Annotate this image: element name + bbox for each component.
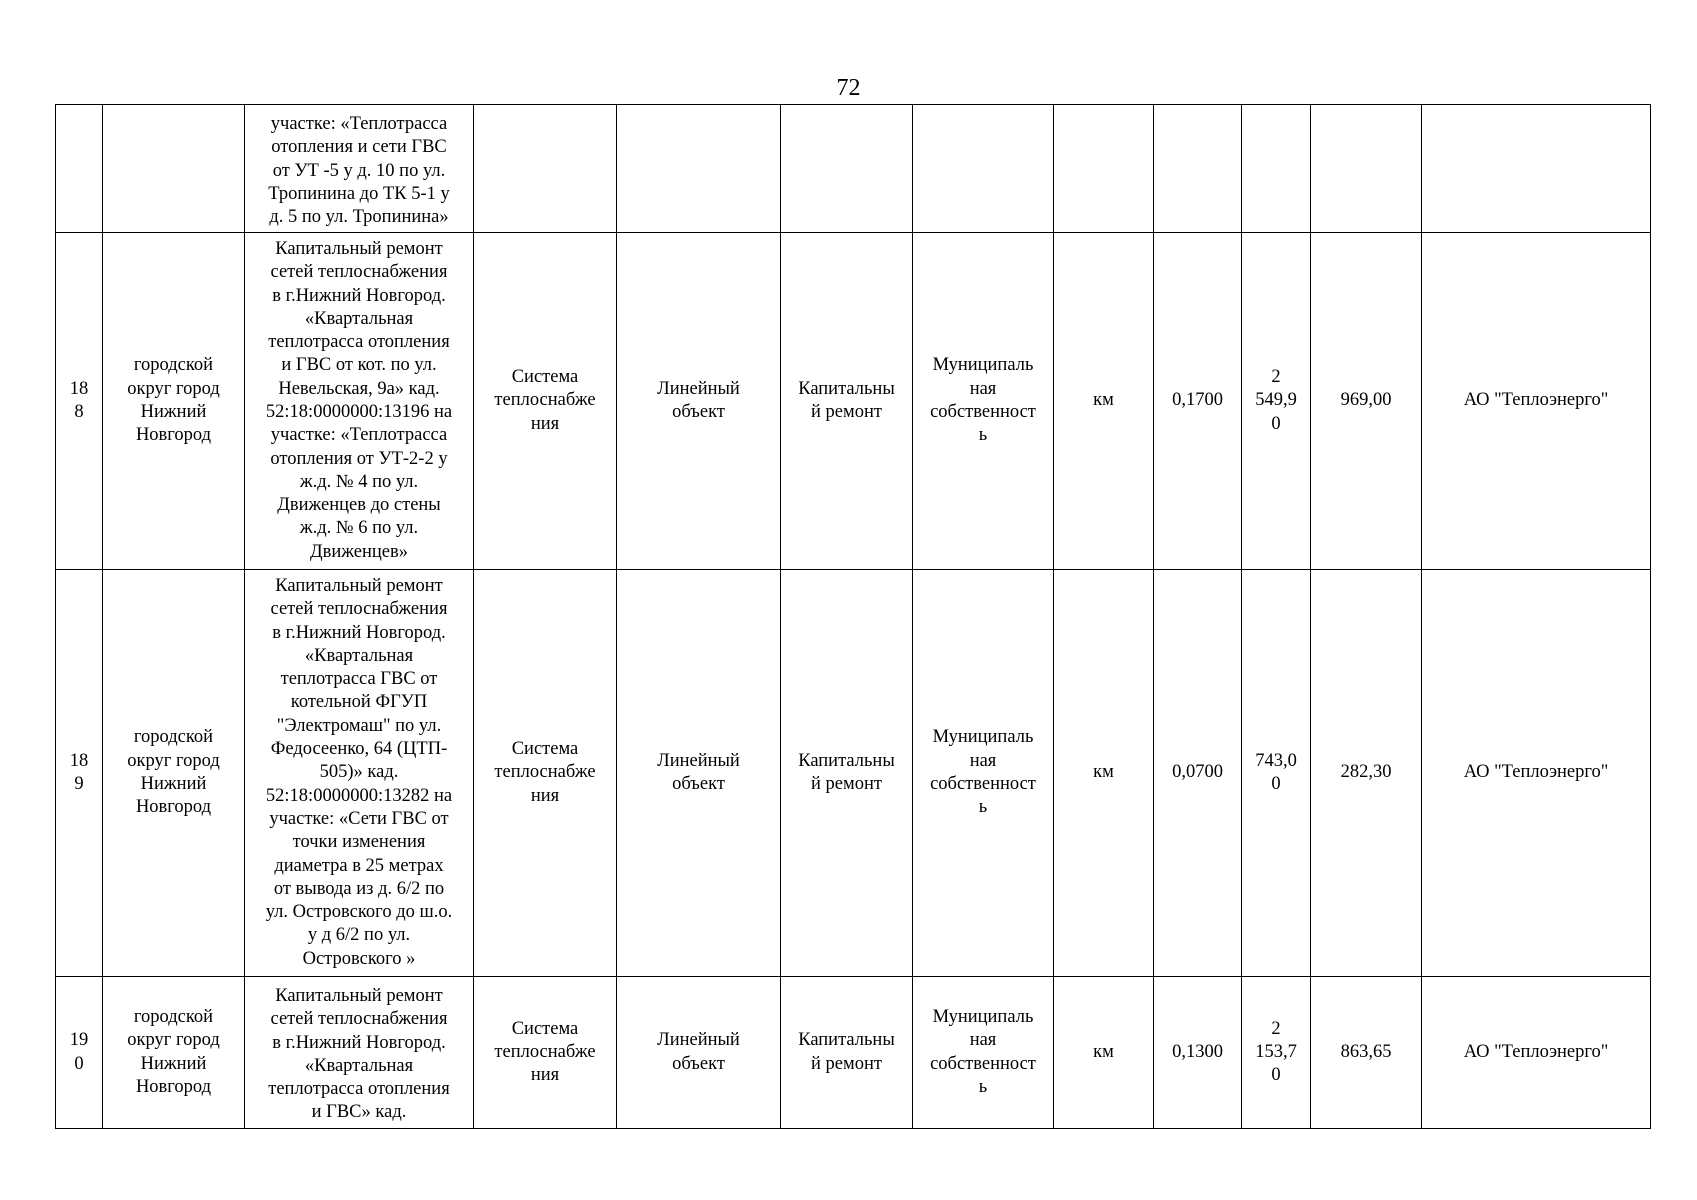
territory-cell: городской округ город Нижний Новгород: [103, 233, 245, 570]
organization-cell: АО "Теплоэнерго": [1422, 570, 1651, 977]
territory-cell: городской округ город Нижний Новгород: [103, 570, 245, 977]
system-cell: Система теплоснабже ния: [474, 233, 617, 570]
work-type-cell: Капитальны й ремонт: [781, 570, 913, 977]
object-type-cell: Линейный объект: [617, 233, 781, 570]
ownership-cell: Муниципаль ная собственност ь: [913, 233, 1054, 570]
row-number-cell: 18 9: [56, 570, 103, 977]
ownership-cell: Муниципаль ная собственност ь: [913, 977, 1054, 1129]
value-1-cell: 2 549,9 0: [1242, 233, 1311, 570]
table-row: [56, 105, 1651, 233]
page-number: 72: [836, 75, 861, 101]
work-type-cell: [781, 105, 913, 233]
territory-cell: [103, 105, 245, 233]
table-row: [56, 977, 1651, 1129]
row-number-cell: 19 0: [56, 977, 103, 1129]
unit-cell: [1054, 105, 1154, 233]
system-cell: Система теплоснабже ния: [474, 977, 617, 1129]
table-row: [56, 570, 1651, 977]
value-2-cell: [1311, 105, 1422, 233]
unit-cell: км: [1054, 233, 1154, 570]
unit-cell: км: [1054, 977, 1154, 1129]
unit-cell: км: [1054, 570, 1154, 977]
organization-cell: АО "Теплоэнерго": [1422, 233, 1651, 570]
system-cell: Система теплоснабже ния: [474, 570, 617, 977]
works-table: [55, 104, 1651, 1129]
row-number-cell: [56, 105, 103, 233]
object-type-cell: [617, 105, 781, 233]
system-cell: [474, 105, 617, 233]
value-2-cell: 863,65: [1311, 977, 1422, 1129]
table-row: [56, 233, 1651, 570]
description-cell: участке: «Теплотрасса отопления и сети ГВС от УТ -5 у д. 10 по ул. Тропинина до ТК 5-1 у д. 5 по ул. Тропинина»: [245, 105, 474, 233]
length-cell: 0,1300: [1154, 977, 1242, 1129]
organization-cell: АО "Теплоэнерго": [1422, 977, 1651, 1129]
row-number-cell: 18 8: [56, 233, 103, 570]
object-type-cell: Линейный объект: [617, 977, 781, 1129]
organization-cell: [1422, 105, 1651, 233]
description-cell: Капитальный ремонт сетей теплоснабжения в г.Нижний Новгород. «Квартальная теплотрасса ГВС от котельной ФГУП "Электромаш" по ул. Федосеенко, 64 (ЦТП- 505)» кад. 52:18:0000000:13282 на участке: «Сети ГВС от точки изменения диаметра в 25 метрах от вывода из д. 6/2 по ул. Островского до ш.о. у д 6/2 по ул. Островского »: [245, 570, 474, 977]
value-2-cell: 282,30: [1311, 570, 1422, 977]
description-cell: Капитальный ремонт сетей теплоснабжения в г.Нижний Новгород. «Квартальная теплотрасса отопления и ГВС» кад.: [245, 977, 474, 1129]
value-2-cell: 969,00: [1311, 233, 1422, 570]
object-type-cell: Линейный объект: [617, 570, 781, 977]
ownership-cell: [913, 105, 1054, 233]
length-cell: [1154, 105, 1242, 233]
ownership-cell: Муниципаль ная собственност ь: [913, 570, 1054, 977]
value-1-cell: 2 153,7 0: [1242, 977, 1311, 1129]
value-1-cell: [1242, 105, 1311, 233]
work-type-cell: Капитальны й ремонт: [781, 977, 913, 1129]
territory-cell: городской округ город Нижний Новгород: [103, 977, 245, 1129]
value-1-cell: 743,0 0: [1242, 570, 1311, 977]
length-cell: 0,1700: [1154, 233, 1242, 570]
length-cell: 0,0700: [1154, 570, 1242, 977]
work-type-cell: Капитальны й ремонт: [781, 233, 913, 570]
description-cell: Капитальный ремонт сетей теплоснабжения в г.Нижний Новгород. «Квартальная теплотрасса отопления и ГВС от кот. по ул. Невельская, 9а» кад. 52:18:0000000:13196 на участке: «Теплотрасса отопления от УТ-2-2 у ж.д. № 4 по ул. Движенцев до стены ж.д. № 6 по ул. Движенцев»: [245, 233, 474, 570]
